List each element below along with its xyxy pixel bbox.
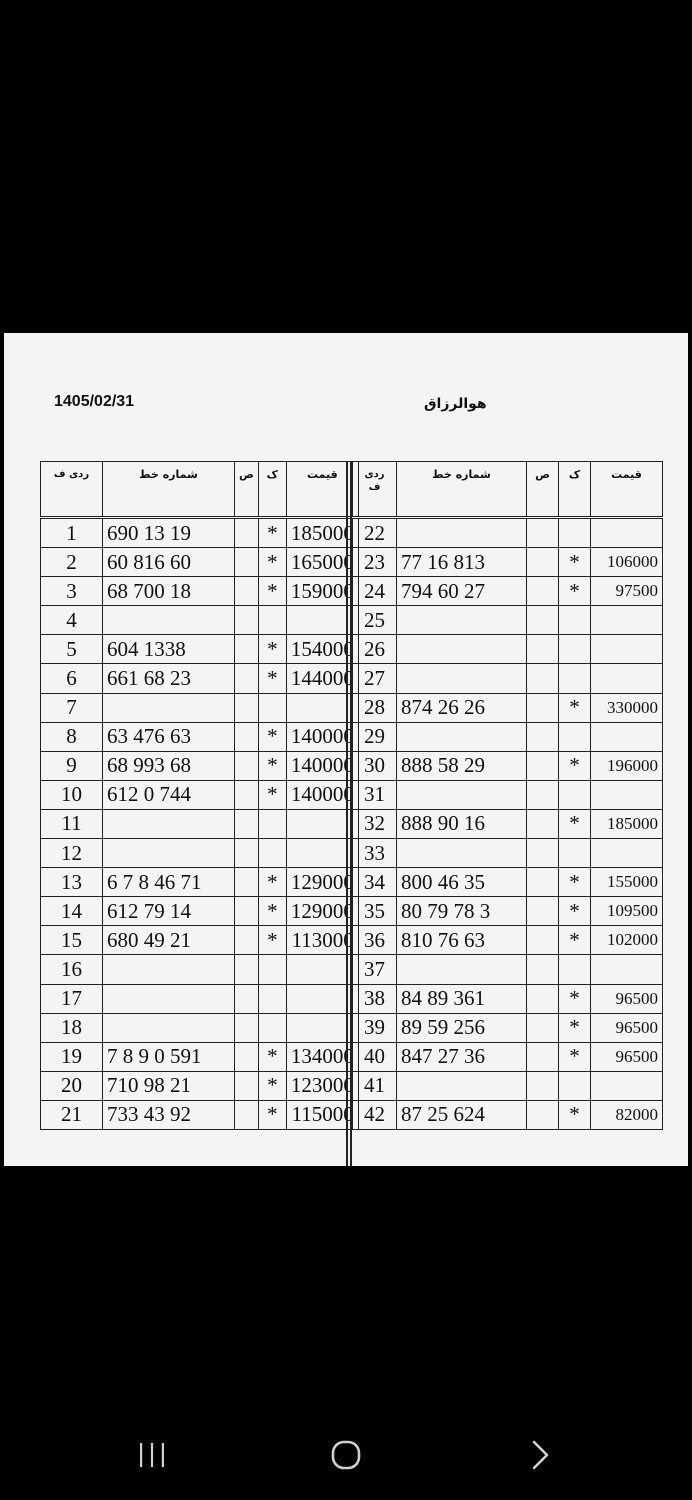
row-number-cell: 19 bbox=[41, 1042, 103, 1071]
empty-mark-cell bbox=[235, 1100, 259, 1129]
empty-mark-cell bbox=[235, 809, 259, 838]
mark-cell: * bbox=[559, 751, 591, 780]
table-row bbox=[353, 780, 663, 809]
mark-cell bbox=[258, 839, 286, 868]
header-line-number: شماره خط bbox=[397, 462, 527, 518]
price-cell bbox=[591, 518, 663, 548]
empty-mark-cell bbox=[235, 664, 259, 693]
row-number-cell: 2 bbox=[41, 548, 103, 577]
mark-cell bbox=[258, 606, 286, 635]
empty-mark-cell bbox=[235, 548, 259, 577]
mark-cell: * bbox=[559, 1100, 591, 1129]
table-row bbox=[41, 1042, 359, 1071]
row-number-cell: 31 bbox=[353, 780, 397, 809]
empty-mark-cell bbox=[527, 693, 559, 722]
table-row bbox=[353, 926, 663, 955]
price-cell bbox=[591, 955, 663, 984]
back-icon bbox=[528, 1439, 552, 1471]
recent-apps-icon bbox=[137, 1441, 167, 1469]
mark-cell: * bbox=[258, 751, 286, 780]
table-row bbox=[41, 839, 359, 868]
price-cell: 140000 bbox=[286, 722, 358, 751]
mark-cell: * bbox=[559, 809, 591, 838]
line-number-cell: 60 816 60 bbox=[103, 548, 235, 577]
mark-cell: * bbox=[258, 1071, 286, 1100]
table-row bbox=[41, 897, 359, 926]
row-number-cell: 42 bbox=[353, 1100, 397, 1129]
row-number-cell: 34 bbox=[353, 868, 397, 897]
row-number-cell: 25 bbox=[353, 606, 397, 635]
table-row bbox=[41, 664, 359, 693]
line-number-cell bbox=[397, 780, 527, 809]
price-cell: 154000 bbox=[286, 635, 358, 664]
header-s: ص bbox=[527, 462, 559, 518]
table-row bbox=[353, 1042, 663, 1071]
table-row bbox=[353, 984, 663, 1013]
mark-cell bbox=[258, 1013, 286, 1042]
row-number-cell: 18 bbox=[41, 1013, 103, 1042]
line-number-cell bbox=[397, 606, 527, 635]
row-number-cell: 41 bbox=[353, 1071, 397, 1100]
price-cell: 129000 bbox=[286, 868, 358, 897]
table-row bbox=[41, 926, 359, 955]
row-number-cell: 5 bbox=[41, 635, 103, 664]
line-number-cell bbox=[397, 839, 527, 868]
table-row bbox=[353, 548, 663, 577]
header-s: ص bbox=[235, 462, 259, 518]
table-row bbox=[353, 751, 663, 780]
table-row bbox=[353, 868, 663, 897]
table-row bbox=[41, 984, 359, 1013]
row-number-cell: 11 bbox=[41, 809, 103, 838]
table-row bbox=[41, 780, 359, 809]
price-cell: 140000 bbox=[286, 780, 358, 809]
empty-mark-cell bbox=[527, 751, 559, 780]
row-number-cell: 27 bbox=[353, 664, 397, 693]
document-image bbox=[4, 333, 688, 1166]
line-number-cell bbox=[103, 693, 235, 722]
price-cell bbox=[591, 606, 663, 635]
empty-mark-cell bbox=[235, 926, 259, 955]
row-number-cell: 40 bbox=[353, 1042, 397, 1071]
row-number-cell: 12 bbox=[41, 839, 103, 868]
empty-mark-cell bbox=[235, 984, 259, 1013]
line-number-cell: 68 993 68 bbox=[103, 751, 235, 780]
price-cell bbox=[591, 1071, 663, 1100]
price-cell: 134000 bbox=[286, 1042, 358, 1071]
row-number-cell: 20 bbox=[41, 1071, 103, 1100]
header-k: ک bbox=[258, 462, 286, 518]
mark-cell: * bbox=[559, 984, 591, 1013]
price-cell bbox=[591, 635, 663, 664]
table-row bbox=[353, 664, 663, 693]
empty-mark-cell bbox=[527, 839, 559, 868]
price-cell: 96500 bbox=[591, 984, 663, 1013]
price-cell: 96500 bbox=[591, 1013, 663, 1042]
price-cell: 123000 bbox=[286, 1071, 358, 1100]
line-number-cell: 612 79 14 bbox=[103, 897, 235, 926]
empty-mark-cell bbox=[235, 722, 259, 751]
empty-mark-cell bbox=[235, 751, 259, 780]
table-row bbox=[353, 693, 663, 722]
empty-mark-cell bbox=[235, 1071, 259, 1100]
table-row bbox=[353, 839, 663, 868]
table-body-left bbox=[41, 518, 359, 1130]
line-number-cell bbox=[103, 955, 235, 984]
table-row bbox=[353, 955, 663, 984]
price-cell: 144000 bbox=[286, 664, 358, 693]
line-number-cell: 612 0 744 bbox=[103, 780, 235, 809]
empty-mark-cell bbox=[235, 693, 259, 722]
mark-cell: * bbox=[258, 926, 286, 955]
empty-mark-cell bbox=[527, 664, 559, 693]
empty-mark-cell bbox=[235, 897, 259, 926]
empty-mark-cell bbox=[235, 955, 259, 984]
line-number-cell: 710 98 21 bbox=[103, 1071, 235, 1100]
mark-cell: * bbox=[258, 722, 286, 751]
empty-mark-cell bbox=[235, 780, 259, 809]
row-number-cell: 21 bbox=[41, 1100, 103, 1129]
table-row bbox=[41, 1013, 359, 1042]
row-number-cell: 38 bbox=[353, 984, 397, 1013]
line-number-cell bbox=[103, 809, 235, 838]
price-cell bbox=[591, 664, 663, 693]
mark-cell: * bbox=[258, 1042, 286, 1071]
line-number-cell: 604 1338 bbox=[103, 635, 235, 664]
mark-cell: * bbox=[258, 635, 286, 664]
empty-mark-cell bbox=[527, 780, 559, 809]
price-cell: 113000 bbox=[286, 926, 358, 955]
line-number-cell: 80 79 78 3 bbox=[397, 897, 527, 926]
line-number-cell: 794 60 27 bbox=[397, 577, 527, 606]
empty-mark-cell bbox=[527, 984, 559, 1013]
row-number-cell: 35 bbox=[353, 897, 397, 926]
document-heading: هوالرزاق bbox=[424, 396, 487, 412]
line-number-cell: 690 13 19 bbox=[103, 518, 235, 548]
line-number-cell: 680 49 21 bbox=[103, 926, 235, 955]
header-row-no: ردی ف bbox=[353, 462, 397, 518]
row-number-cell: 24 bbox=[353, 577, 397, 606]
header-line-number: شماره خط bbox=[103, 462, 235, 518]
row-number-cell: 10 bbox=[41, 780, 103, 809]
home-button[interactable] bbox=[316, 1435, 376, 1475]
price-cell: 115000 bbox=[286, 1100, 358, 1129]
mark-cell: * bbox=[559, 577, 591, 606]
row-number-cell: 22 bbox=[353, 518, 397, 548]
price-cell: 96500 bbox=[591, 1042, 663, 1071]
row-number-cell: 28 bbox=[353, 693, 397, 722]
mark-cell: * bbox=[258, 780, 286, 809]
line-number-cell: 847 27 36 bbox=[397, 1042, 527, 1071]
table-row bbox=[353, 1013, 663, 1042]
row-number-cell: 7 bbox=[41, 693, 103, 722]
row-number-cell: 15 bbox=[41, 926, 103, 955]
price-cell: 185000 bbox=[286, 518, 358, 548]
empty-mark-cell bbox=[235, 606, 259, 635]
line-number-cell: 6 7 8 46 71 bbox=[103, 868, 235, 897]
empty-mark-cell bbox=[527, 1100, 559, 1129]
table-row bbox=[41, 722, 359, 751]
empty-mark-cell bbox=[527, 577, 559, 606]
table-body-right bbox=[353, 518, 663, 1130]
row-number-cell: 16 bbox=[41, 955, 103, 984]
table-row bbox=[41, 577, 359, 606]
price-cell: 330000 bbox=[591, 693, 663, 722]
empty-mark-cell bbox=[235, 518, 259, 548]
mark-cell bbox=[258, 693, 286, 722]
price-cell: 106000 bbox=[591, 548, 663, 577]
line-number-cell: 800 46 35 bbox=[397, 868, 527, 897]
empty-mark-cell bbox=[527, 1013, 559, 1042]
mark-cell: * bbox=[559, 868, 591, 897]
price-cell: 97500 bbox=[591, 577, 663, 606]
empty-mark-cell bbox=[527, 606, 559, 635]
row-number-cell: 37 bbox=[353, 955, 397, 984]
empty-mark-cell bbox=[235, 1042, 259, 1071]
back-button[interactable] bbox=[510, 1435, 570, 1475]
row-number-cell: 26 bbox=[353, 635, 397, 664]
line-number-cell: 63 476 63 bbox=[103, 722, 235, 751]
table-row bbox=[41, 955, 359, 984]
line-number-cell: 84 89 361 bbox=[397, 984, 527, 1013]
table-row bbox=[353, 1071, 663, 1100]
row-number-cell: 14 bbox=[41, 897, 103, 926]
table-row bbox=[353, 722, 663, 751]
mark-cell: * bbox=[258, 1100, 286, 1129]
row-number-cell: 6 bbox=[41, 664, 103, 693]
mark-cell bbox=[559, 518, 591, 548]
table-row bbox=[41, 868, 359, 897]
line-number-cell bbox=[103, 839, 235, 868]
header-price: قیمت bbox=[591, 462, 663, 518]
line-number-cell: 77 16 813 bbox=[397, 548, 527, 577]
mark-cell bbox=[559, 722, 591, 751]
table-row bbox=[41, 1100, 359, 1129]
row-number-cell: 29 bbox=[353, 722, 397, 751]
mark-cell bbox=[559, 839, 591, 868]
row-number-cell: 30 bbox=[353, 751, 397, 780]
row-number-cell: 13 bbox=[41, 868, 103, 897]
mark-cell: * bbox=[559, 1042, 591, 1071]
mark-cell: * bbox=[559, 693, 591, 722]
mark-cell bbox=[559, 780, 591, 809]
row-number-cell: 3 bbox=[41, 577, 103, 606]
empty-mark-cell bbox=[527, 868, 559, 897]
table-row bbox=[41, 809, 359, 838]
mark-cell bbox=[559, 606, 591, 635]
price-cell bbox=[591, 839, 663, 868]
row-number-cell: 33 bbox=[353, 839, 397, 868]
empty-mark-cell bbox=[527, 518, 559, 548]
line-number-cell bbox=[103, 606, 235, 635]
table-row bbox=[41, 635, 359, 664]
row-number-cell: 32 bbox=[353, 809, 397, 838]
home-icon bbox=[330, 1439, 362, 1471]
empty-mark-cell bbox=[527, 635, 559, 664]
header-k: ک bbox=[559, 462, 591, 518]
line-number-cell: 733 43 92 bbox=[103, 1100, 235, 1129]
table-row bbox=[353, 577, 663, 606]
table-row bbox=[41, 751, 359, 780]
line-number-cell: 888 90 16 bbox=[397, 809, 527, 838]
price-cell: 155000 bbox=[591, 868, 663, 897]
header-price: قیمت bbox=[286, 462, 358, 518]
empty-mark-cell bbox=[527, 1042, 559, 1071]
mark-cell: * bbox=[559, 1013, 591, 1042]
table-row bbox=[353, 635, 663, 664]
price-cell: 165000 bbox=[286, 548, 358, 577]
mark-cell bbox=[258, 809, 286, 838]
table-row bbox=[41, 1071, 359, 1100]
document-date: 1405/02/31 bbox=[54, 393, 135, 410]
price-cell: 109500 bbox=[591, 897, 663, 926]
line-number-cell bbox=[397, 518, 527, 548]
line-number-cell: 89 59 256 bbox=[397, 1013, 527, 1042]
row-number-cell: 9 bbox=[41, 751, 103, 780]
line-number-cell: 661 68 23 bbox=[103, 664, 235, 693]
price-table-right bbox=[352, 461, 663, 1130]
price-cell: 140000 bbox=[286, 751, 358, 780]
empty-mark-cell bbox=[527, 1071, 559, 1100]
price-cell: 129000 bbox=[286, 897, 358, 926]
mark-cell: * bbox=[258, 518, 286, 548]
price-cell: 196000 bbox=[591, 751, 663, 780]
line-number-cell bbox=[103, 1013, 235, 1042]
table-row bbox=[353, 1100, 663, 1129]
mark-cell: * bbox=[258, 868, 286, 897]
mark-cell bbox=[559, 635, 591, 664]
row-number-cell: 1 bbox=[41, 518, 103, 548]
header-row-no: ردی ف bbox=[41, 462, 103, 518]
table-row bbox=[41, 606, 359, 635]
empty-mark-cell bbox=[527, 926, 559, 955]
line-number-cell: 68 700 18 bbox=[103, 577, 235, 606]
system-navigation-bar bbox=[0, 1405, 692, 1500]
mark-cell: * bbox=[559, 548, 591, 577]
line-number-cell: 87 25 624 bbox=[397, 1100, 527, 1129]
mark-cell bbox=[559, 1071, 591, 1100]
mark-cell: * bbox=[559, 897, 591, 926]
price-cell bbox=[591, 780, 663, 809]
empty-mark-cell bbox=[235, 868, 259, 897]
line-number-cell: 7 8 9 0 591 bbox=[103, 1042, 235, 1071]
line-number-cell bbox=[397, 1071, 527, 1100]
empty-mark-cell bbox=[235, 839, 259, 868]
table-header-row bbox=[41, 462, 359, 518]
line-number-cell bbox=[397, 955, 527, 984]
recent-apps-button[interactable] bbox=[122, 1435, 182, 1475]
price-cell: 185000 bbox=[591, 809, 663, 838]
mark-cell: * bbox=[258, 577, 286, 606]
empty-mark-cell bbox=[527, 722, 559, 751]
empty-mark-cell bbox=[527, 548, 559, 577]
row-number-cell: 8 bbox=[41, 722, 103, 751]
price-cell: 102000 bbox=[591, 926, 663, 955]
empty-mark-cell bbox=[235, 577, 259, 606]
table-row bbox=[353, 518, 663, 548]
price-cell bbox=[591, 722, 663, 751]
empty-mark-cell bbox=[235, 1013, 259, 1042]
empty-mark-cell bbox=[527, 897, 559, 926]
table-row bbox=[353, 897, 663, 926]
line-number-cell: 874 26 26 bbox=[397, 693, 527, 722]
row-number-cell: 17 bbox=[41, 984, 103, 1013]
mark-cell bbox=[258, 984, 286, 1013]
row-number-cell: 23 bbox=[353, 548, 397, 577]
price-cell: 82000 bbox=[591, 1100, 663, 1129]
mark-cell: * bbox=[258, 897, 286, 926]
table-row bbox=[41, 548, 359, 577]
row-number-cell: 36 bbox=[353, 926, 397, 955]
mark-cell bbox=[258, 955, 286, 984]
table-row bbox=[353, 809, 663, 838]
line-number-cell bbox=[103, 984, 235, 1013]
empty-mark-cell bbox=[527, 955, 559, 984]
mark-cell: * bbox=[559, 926, 591, 955]
mark-cell bbox=[559, 955, 591, 984]
empty-mark-cell bbox=[527, 809, 559, 838]
mark-cell: * bbox=[258, 664, 286, 693]
line-number-cell bbox=[397, 664, 527, 693]
line-number-cell: 810 76 63 bbox=[397, 926, 527, 955]
empty-mark-cell bbox=[235, 635, 259, 664]
line-number-cell bbox=[397, 635, 527, 664]
price-cell: 159000 bbox=[286, 577, 358, 606]
line-number-cell: 888 58 29 bbox=[397, 751, 527, 780]
row-number-cell: 39 bbox=[353, 1013, 397, 1042]
price-table-left bbox=[40, 461, 359, 1130]
table-row bbox=[41, 693, 359, 722]
table-row bbox=[353, 606, 663, 635]
line-number-cell bbox=[397, 722, 527, 751]
mark-cell bbox=[559, 664, 591, 693]
table-row bbox=[41, 518, 359, 548]
mark-cell: * bbox=[258, 548, 286, 577]
table-header-row bbox=[353, 462, 663, 518]
row-number-cell: 4 bbox=[41, 606, 103, 635]
